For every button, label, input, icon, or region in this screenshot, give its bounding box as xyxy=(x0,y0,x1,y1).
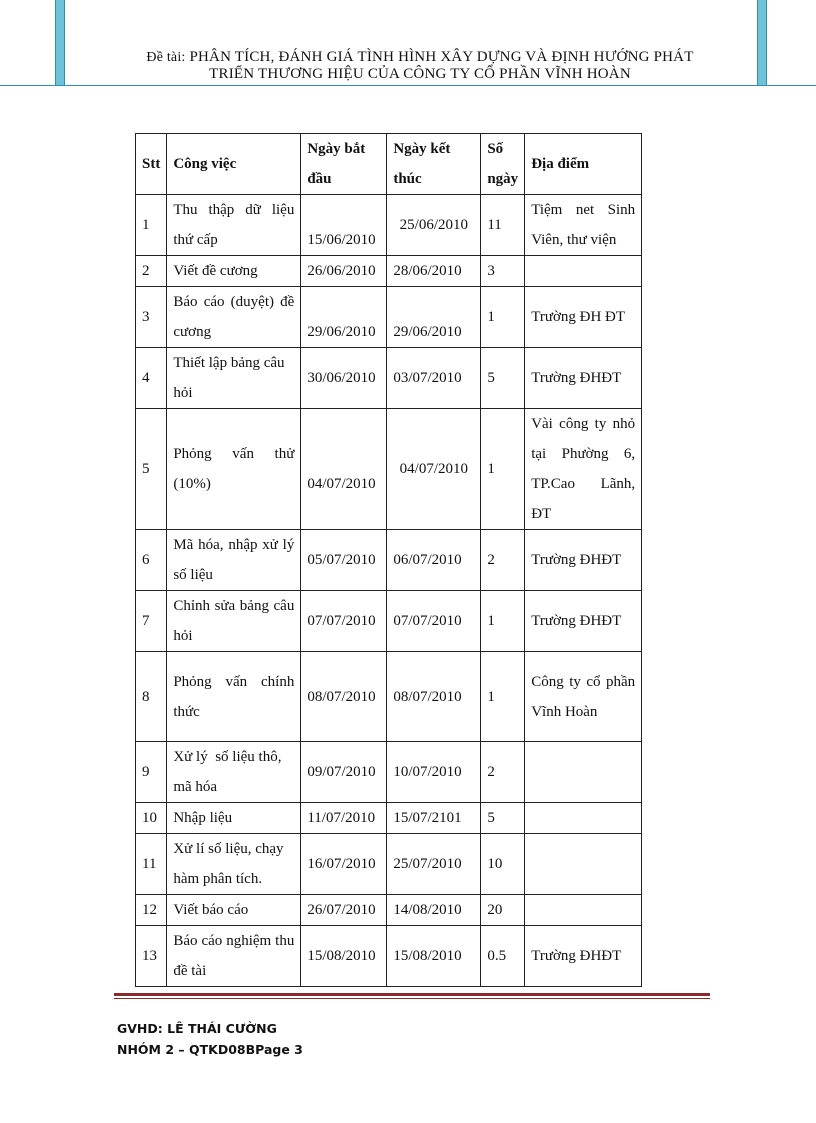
cell-task: Xử lí số liệu, chạy hàm phân tích. xyxy=(167,834,301,895)
cell-place: Trường ĐHĐT xyxy=(525,348,642,409)
header-task: Công việc xyxy=(167,134,301,195)
table-row xyxy=(136,409,642,530)
cell-days: 5 xyxy=(481,803,525,834)
cell-days: 1 xyxy=(481,652,525,742)
cell-start: 29/06/2010 xyxy=(301,287,387,348)
cell-place: Công ty cổ phần Vĩnh Hoàn xyxy=(525,652,642,742)
header-days: Số ngày xyxy=(481,134,525,195)
table-row xyxy=(136,652,642,742)
cell-place: Tiệm net Sinh Viên, thư viện xyxy=(525,195,642,256)
cell-place: Trường ĐHĐT xyxy=(525,926,642,987)
schedule-table xyxy=(135,133,642,987)
cell-end: 07/07/2010 xyxy=(387,591,481,652)
header-line-1 xyxy=(100,49,740,66)
header-stt: Stt xyxy=(136,134,167,195)
cell-stt: 10 xyxy=(136,803,167,834)
cell-place xyxy=(525,834,642,895)
cell-days: 2 xyxy=(481,530,525,591)
cell-start: 07/07/2010 xyxy=(301,591,387,652)
cell-place: Trường ĐHĐT xyxy=(525,530,642,591)
cell-end: 28/06/2010 xyxy=(387,256,481,287)
cell-start: 26/06/2010 xyxy=(301,256,387,287)
cell-end: 15/07/2101 xyxy=(387,803,481,834)
cell-days: 0.5 xyxy=(481,926,525,987)
cell-stt: 11 xyxy=(136,834,167,895)
cell-task: Báo cáo nghiệm thu đề tài xyxy=(167,926,301,987)
cell-start: 04/07/2010 xyxy=(301,409,387,530)
cell-end: 10/07/2010 xyxy=(387,742,481,803)
header-place: Địa điểm xyxy=(525,134,642,195)
table-row xyxy=(136,895,642,926)
header-start: Ngày bắt đầu xyxy=(301,134,387,195)
cell-days: 1 xyxy=(481,287,525,348)
cell-stt: 5 xyxy=(136,409,167,530)
cell-task: Nhập liệu xyxy=(167,803,301,834)
header-side-bar-left xyxy=(55,0,65,86)
cell-place: Vài công ty nhỏ tại Phường 6, TP.Cao Lãnh, ĐT xyxy=(525,409,642,530)
table-row xyxy=(136,256,642,287)
cell-end: 06/07/2010 xyxy=(387,530,481,591)
footer-rule-thick xyxy=(114,993,710,996)
cell-start: 30/06/2010 xyxy=(301,348,387,409)
cell-start: 15/08/2010 xyxy=(301,926,387,987)
cell-days: 2 xyxy=(481,742,525,803)
cell-task: Thu thập dữ liệu thứ cấp xyxy=(167,195,301,256)
cell-stt: 4 xyxy=(136,348,167,409)
cell-stt: 2 xyxy=(136,256,167,287)
table-header-row xyxy=(136,134,642,195)
cell-days: 10 xyxy=(481,834,525,895)
cell-stt: 12 xyxy=(136,895,167,926)
header-end: Ngày kết thúc xyxy=(387,134,481,195)
cell-task: Báo cáo (duyệt) đề cương xyxy=(167,287,301,348)
cell-stt: 6 xyxy=(136,530,167,591)
table-row xyxy=(136,926,642,987)
table-row xyxy=(136,742,642,803)
cell-end: 08/07/2010 xyxy=(387,652,481,742)
cell-days: 3 xyxy=(481,256,525,287)
cell-place xyxy=(525,895,642,926)
cell-start: 15/06/2010 xyxy=(301,195,387,256)
header-side-bar-right xyxy=(757,0,767,86)
header-rule xyxy=(0,85,816,86)
footer-advisor: GVHD: LÊ THÁI CƯỜNG xyxy=(117,1021,277,1036)
cell-start: 05/07/2010 xyxy=(301,530,387,591)
cell-task: Phỏng vấn thử (10%) xyxy=(167,409,301,530)
cell-task: Viết báo cáo xyxy=(167,895,301,926)
page-header xyxy=(100,49,740,83)
cell-end: 25/07/2010 xyxy=(387,834,481,895)
cell-place xyxy=(525,803,642,834)
header-lead: Đề tài: xyxy=(146,50,186,65)
cell-days: 11 xyxy=(481,195,525,256)
cell-place xyxy=(525,742,642,803)
cell-stt: 8 xyxy=(136,652,167,742)
cell-end: 04/07/2010 xyxy=(387,409,481,530)
header-title-line-1: PHÂN TÍCH, ĐÁNH GIÁ TÌNH HÌNH XÂY DỰNG VÀ ĐỊNH HƯỚNG PHÁT xyxy=(189,49,694,65)
cell-task: Chỉnh sửa bảng câu hỏi xyxy=(167,591,301,652)
table-row xyxy=(136,287,642,348)
cell-stt: 9 xyxy=(136,742,167,803)
cell-days: 1 xyxy=(481,591,525,652)
table-row xyxy=(136,530,642,591)
table-row xyxy=(136,834,642,895)
cell-end: 03/07/2010 xyxy=(387,348,481,409)
cell-stt: 3 xyxy=(136,287,167,348)
cell-task: Viết đề cương xyxy=(167,256,301,287)
table-row xyxy=(136,195,642,256)
cell-stt: 13 xyxy=(136,926,167,987)
cell-start: 09/07/2010 xyxy=(301,742,387,803)
cell-stt: 1 xyxy=(136,195,167,256)
cell-end: 14/08/2010 xyxy=(387,895,481,926)
cell-end: 29/06/2010 xyxy=(387,287,481,348)
cell-start: 11/07/2010 xyxy=(301,803,387,834)
cell-start: 08/07/2010 xyxy=(301,652,387,742)
cell-task: Thiết lập bảng câu hỏi xyxy=(167,348,301,409)
table-row xyxy=(136,803,642,834)
cell-place: Trường ĐH ĐT xyxy=(525,287,642,348)
cell-task: Phỏng vấn chính thức xyxy=(167,652,301,742)
cell-stt: 7 xyxy=(136,591,167,652)
page-footer xyxy=(117,1018,303,1060)
cell-place: Trường ĐHĐT xyxy=(525,591,642,652)
cell-end: 25/06/2010 xyxy=(387,195,481,256)
table-row xyxy=(136,591,642,652)
cell-task: Xử lý số liệu thô, mã hóa xyxy=(167,742,301,803)
cell-task: Mã hóa, nhập xử lý số liệu xyxy=(167,530,301,591)
footer-rule-thin xyxy=(114,998,710,999)
cell-days: 5 xyxy=(481,348,525,409)
cell-days: 1 xyxy=(481,409,525,530)
footer-group-page: NHÓM 2 – QTKD08BPage 3 xyxy=(117,1042,303,1057)
cell-start: 26/07/2010 xyxy=(301,895,387,926)
cell-start: 16/07/2010 xyxy=(301,834,387,895)
cell-end: 15/08/2010 xyxy=(387,926,481,987)
cell-days: 20 xyxy=(481,895,525,926)
table-row xyxy=(136,348,642,409)
cell-place xyxy=(525,256,642,287)
header-title-line-2: TRIỂN THƯƠNG HIỆU CỦA CÔNG TY CỔ PHẦN VĨNH HOÀN xyxy=(209,66,631,82)
